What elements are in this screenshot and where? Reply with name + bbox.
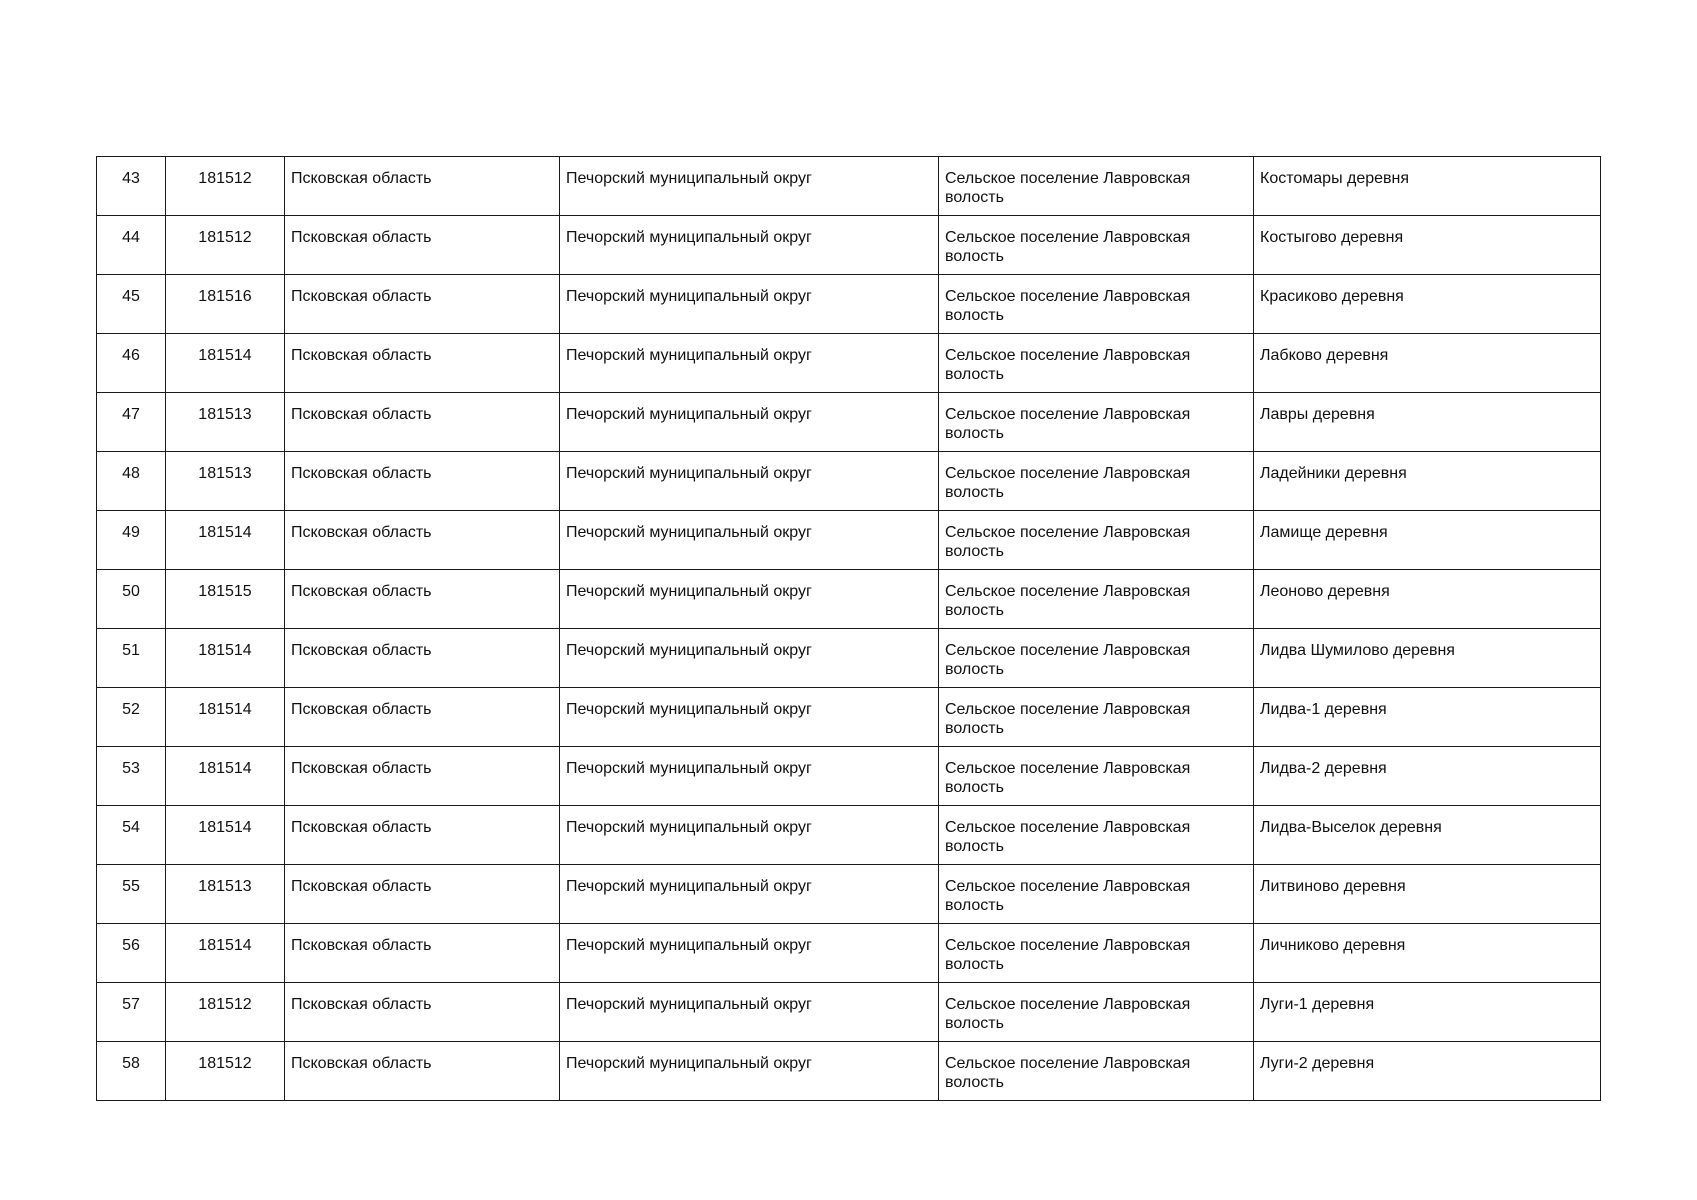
table-row [97, 216, 1601, 275]
settlement-cell: Сельское поселение Лавровская волость [939, 983, 1254, 1042]
postal-index-cell: 181516 [166, 275, 285, 334]
row-number-cell: 48 [97, 452, 166, 511]
row-number-cell: 58 [97, 1042, 166, 1101]
region-cell: Псковская область [285, 1042, 560, 1101]
settlement-cell: Сельское поселение Лавровская волость [939, 334, 1254, 393]
locality-cell: Красиково деревня [1254, 275, 1601, 334]
region-cell: Псковская область [285, 216, 560, 275]
settlement-cell: Сельское поселение Лавровская волость [939, 688, 1254, 747]
table-row [97, 452, 1601, 511]
row-number-cell: 50 [97, 570, 166, 629]
locality-cell: Литвиново деревня [1254, 865, 1601, 924]
table-row [97, 688, 1601, 747]
row-number-cell: 46 [97, 334, 166, 393]
table-row [97, 924, 1601, 983]
postal-index-cell: 181512 [166, 1042, 285, 1101]
row-number-cell: 49 [97, 511, 166, 570]
table-row [97, 393, 1601, 452]
district-cell: Печорский муниципальный округ [560, 452, 939, 511]
locality-cell: Лавры деревня [1254, 393, 1601, 452]
region-cell: Псковская область [285, 452, 560, 511]
district-cell: Печорский муниципальный округ [560, 924, 939, 983]
table-row [97, 334, 1601, 393]
district-cell: Печорский муниципальный округ [560, 216, 939, 275]
district-cell: Печорский муниципальный округ [560, 806, 939, 865]
postal-index-cell: 181514 [166, 924, 285, 983]
region-cell: Псковская область [285, 334, 560, 393]
postal-index-cell: 181514 [166, 806, 285, 865]
row-number-cell: 51 [97, 629, 166, 688]
district-cell: Печорский муниципальный округ [560, 275, 939, 334]
postal-index-cell: 181513 [166, 393, 285, 452]
row-number-cell: 57 [97, 983, 166, 1042]
locality-cell: Костомары деревня [1254, 157, 1601, 216]
table-row [97, 275, 1601, 334]
region-cell: Псковская область [285, 865, 560, 924]
region-cell: Псковская область [285, 570, 560, 629]
table-row [97, 1042, 1601, 1101]
table-row [97, 747, 1601, 806]
region-cell: Псковская область [285, 629, 560, 688]
row-number-cell: 52 [97, 688, 166, 747]
row-number-cell: 45 [97, 275, 166, 334]
table-row [97, 157, 1601, 216]
locality-cell: Ладейники деревня [1254, 452, 1601, 511]
table-row [97, 511, 1601, 570]
postal-index-cell: 181514 [166, 629, 285, 688]
region-cell: Псковская область [285, 688, 560, 747]
district-cell: Печорский муниципальный округ [560, 747, 939, 806]
table-row [97, 806, 1601, 865]
postal-index-cell: 181513 [166, 865, 285, 924]
row-number-cell: 55 [97, 865, 166, 924]
settlement-cell: Сельское поселение Лавровская волость [939, 511, 1254, 570]
district-cell: Печорский муниципальный округ [560, 983, 939, 1042]
postal-index-cell: 181515 [166, 570, 285, 629]
region-cell: Псковская область [285, 747, 560, 806]
postal-index-cell: 181514 [166, 688, 285, 747]
row-number-cell: 56 [97, 924, 166, 983]
locality-cell: Лидва-1 деревня [1254, 688, 1601, 747]
region-cell: Псковская область [285, 511, 560, 570]
postal-index-cell: 181512 [166, 157, 285, 216]
locality-cell: Ламище деревня [1254, 511, 1601, 570]
row-number-cell: 54 [97, 806, 166, 865]
district-cell: Печорский муниципальный округ [560, 511, 939, 570]
settlement-cell: Сельское поселение Лавровская волость [939, 1042, 1254, 1101]
settlement-cell: Сельское поселение Лавровская волость [939, 216, 1254, 275]
locality-cell: Луги-1 деревня [1254, 983, 1601, 1042]
table-row [97, 983, 1601, 1042]
table-row [97, 629, 1601, 688]
row-number-cell: 47 [97, 393, 166, 452]
table-body [97, 157, 1601, 1101]
postal-index-cell: 181512 [166, 983, 285, 1042]
locality-cell: Лабково деревня [1254, 334, 1601, 393]
district-cell: Печорский муниципальный округ [560, 629, 939, 688]
table-row [97, 570, 1601, 629]
region-cell: Псковская область [285, 275, 560, 334]
row-number-cell: 44 [97, 216, 166, 275]
locality-cell: Лидва-Выселок деревня [1254, 806, 1601, 865]
row-number-cell: 53 [97, 747, 166, 806]
settlement-cell: Сельское поселение Лавровская волость [939, 452, 1254, 511]
settlement-cell: Сельское поселение Лавровская волость [939, 747, 1254, 806]
district-cell: Печорский муниципальный округ [560, 570, 939, 629]
postal-index-cell: 181514 [166, 511, 285, 570]
locality-cell: Личниково деревня [1254, 924, 1601, 983]
district-cell: Печорский муниципальный округ [560, 393, 939, 452]
locality-cell: Леоново деревня [1254, 570, 1601, 629]
region-cell: Псковская область [285, 806, 560, 865]
region-cell: Псковская область [285, 393, 560, 452]
district-cell: Печорский муниципальный округ [560, 688, 939, 747]
region-cell: Псковская область [285, 157, 560, 216]
postal-index-cell: 181513 [166, 452, 285, 511]
district-cell: Печорский муниципальный округ [560, 334, 939, 393]
settlement-cell: Сельское поселение Лавровская волость [939, 275, 1254, 334]
locality-cell: Костыгово деревня [1254, 216, 1601, 275]
district-cell: Печорский муниципальный округ [560, 865, 939, 924]
row-number-cell: 43 [97, 157, 166, 216]
settlement-cell: Сельское поселение Лавровская волость [939, 393, 1254, 452]
settlement-cell: Сельское поселение Лавровская волость [939, 924, 1254, 983]
postal-index-cell: 181512 [166, 216, 285, 275]
postal-index-cell: 181514 [166, 334, 285, 393]
table-row [97, 865, 1601, 924]
settlement-cell: Сельское поселение Лавровская волость [939, 865, 1254, 924]
settlement-cell: Сельское поселение Лавровская волость [939, 629, 1254, 688]
locality-cell: Луги-2 деревня [1254, 1042, 1601, 1101]
postal-index-cell: 181514 [166, 747, 285, 806]
settlement-cell: Сельское поселение Лавровская волость [939, 570, 1254, 629]
locality-table [96, 156, 1601, 1101]
region-cell: Псковская область [285, 983, 560, 1042]
locality-cell: Лидва-2 деревня [1254, 747, 1601, 806]
settlement-cell: Сельское поселение Лавровская волость [939, 157, 1254, 216]
locality-cell: Лидва Шумилово деревня [1254, 629, 1601, 688]
district-cell: Печорский муниципальный округ [560, 1042, 939, 1101]
settlement-cell: Сельское поселение Лавровская волость [939, 806, 1254, 865]
district-cell: Печорский муниципальный округ [560, 157, 939, 216]
region-cell: Псковская область [285, 924, 560, 983]
